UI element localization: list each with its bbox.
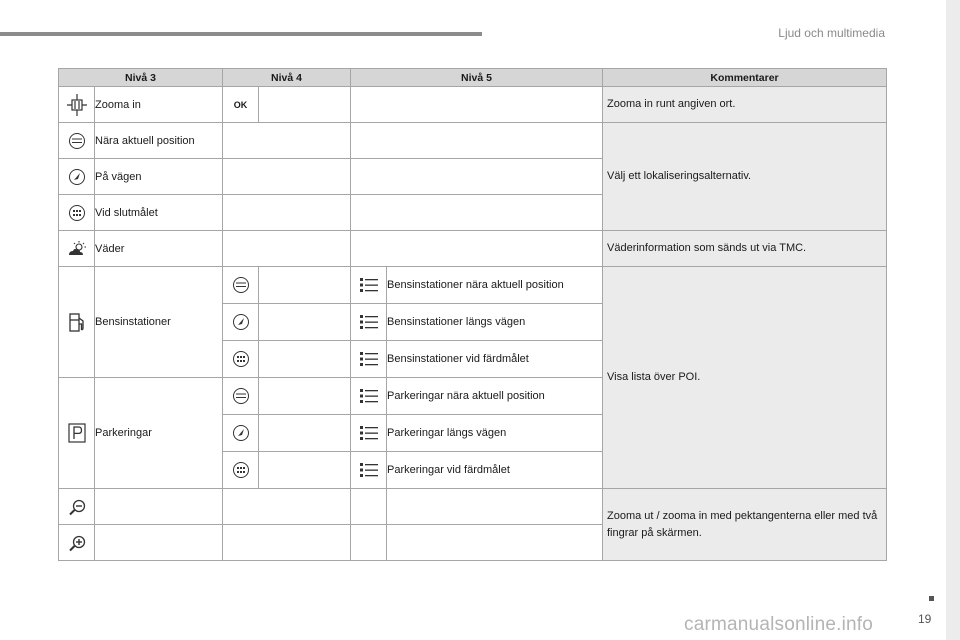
parking-label: Parkeringar (95, 378, 223, 489)
zoom-in-icon (59, 525, 95, 561)
page-edge (946, 0, 960, 640)
fuel-at-destination: Bensinstationer vid färdmålet (387, 341, 603, 378)
page-marker (929, 596, 934, 601)
table-row (59, 267, 887, 304)
destination-icon (59, 195, 95, 231)
page-number: 19 (918, 612, 932, 626)
on-road-icon (223, 415, 259, 452)
destination-icon (223, 341, 259, 378)
near-current-label: Nära aktuell position (95, 123, 223, 159)
current-position-icon (223, 378, 259, 415)
parking-along-road: Parkeringar längs vägen (387, 415, 603, 452)
header-rule (0, 32, 482, 36)
fuel-near-current: Bensinstationer nära aktuell position (387, 267, 603, 304)
zoom-comment: Zooma ut / zooma in med pektangenterna eller med två fingrar på skärmen. (603, 489, 887, 561)
parking-at-destination: Parkeringar vid färdmålet (387, 452, 603, 489)
list-icon (351, 341, 387, 378)
fuel-stations-label: Bensinstationer (95, 267, 223, 378)
zoom-in-label: Zooma in (95, 87, 223, 123)
menu-table (58, 68, 887, 561)
header-level-5: Nivå 5 (351, 69, 603, 87)
header-level-3: Nivå 3 (59, 69, 223, 87)
table-header-row (59, 69, 887, 87)
table-row (59, 231, 887, 267)
parking-icon (59, 378, 95, 489)
list-icon (351, 452, 387, 489)
zoom-in-comment: Zooma in runt angiven ort. (603, 87, 887, 123)
section-title: Ljud och multimedia (778, 26, 885, 40)
watermark: carmanualsonline.info (684, 614, 874, 635)
on-road-label: På vägen (95, 159, 223, 195)
weather-comment: Väderinformation som sänds ut via TMC. (603, 231, 887, 267)
header-level-4: Nivå 4 (223, 69, 351, 87)
table-row (59, 123, 887, 159)
location-comment: Välj ett lokaliseringsalternativ. (603, 123, 887, 231)
list-icon (351, 267, 387, 304)
on-road-icon (223, 304, 259, 341)
destination-icon (223, 452, 259, 489)
fuel-along-road: Bensinstationer längs vägen (387, 304, 603, 341)
table-row (59, 489, 887, 525)
ok-button[interactable] (223, 87, 259, 123)
header-comments: Kommentarer (603, 69, 887, 87)
at-destination-label: Vid slutmålet (95, 195, 223, 231)
fuel-pump-icon (59, 267, 95, 378)
ok-label: OK (233, 99, 248, 110)
on-road-icon (59, 159, 95, 195)
zoom-crosshair-icon (59, 87, 95, 123)
weather-label: Väder (95, 231, 223, 267)
list-icon (351, 378, 387, 415)
zoom-out-icon (59, 489, 95, 525)
poi-comment: Visa lista över POI. (603, 267, 887, 489)
weather-icon (59, 231, 95, 267)
list-icon (351, 304, 387, 341)
list-icon (351, 415, 387, 452)
current-position-icon (59, 123, 95, 159)
table-row (59, 87, 887, 123)
parking-near-current: Parkeringar nära aktuell position (387, 378, 603, 415)
current-position-icon (223, 267, 259, 304)
